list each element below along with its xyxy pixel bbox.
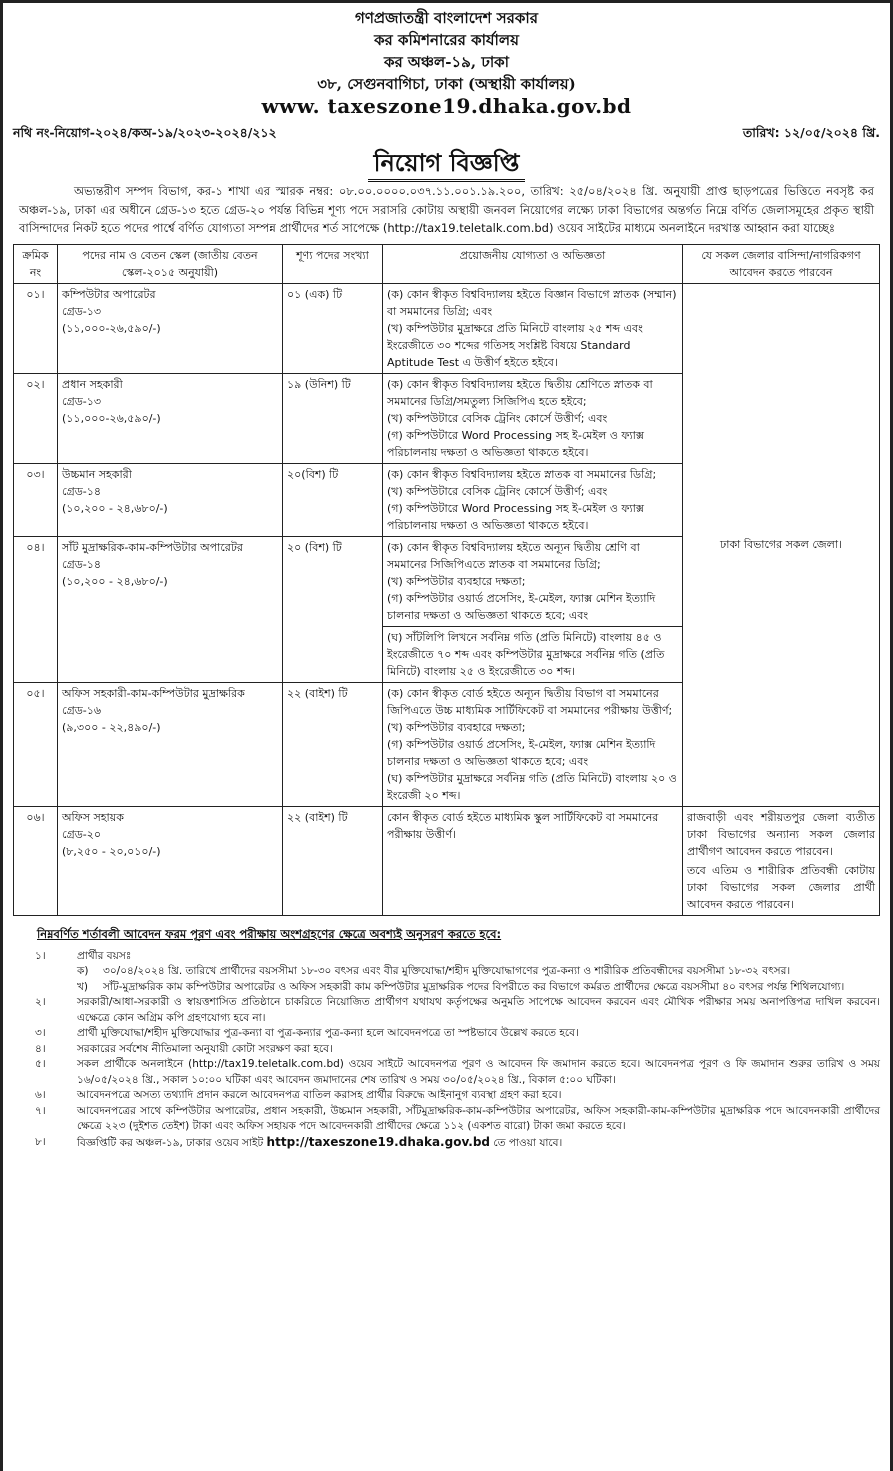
qualification-item: (গ) কম্পিউটার ওয়ার্ড প্রসেসিং, ই-মেইল, ফ্যাক্স মেশিন ইত্যাদি চালনার দক্ষতা ও অভিজ্ঞতা থাকতে হবে; এবং: [387, 737, 656, 768]
condition-item: [13, 995, 880, 1026]
condition-number: ৬।: [35, 1089, 46, 1101]
header-website-link[interactable]: www. taxeszone19.dhaka.gov.bd: [261, 94, 632, 118]
post-scale: (১১,০০০-২৬,৫৯০/-): [62, 321, 161, 335]
row-serial: ০৪।: [14, 536, 58, 682]
header-qualification: প্রয়োজনীয় যোগ্যতা ও অভিজ্ঞতা: [383, 244, 683, 283]
condition-text: সকল প্রার্থীকে অনলাইনে (http://tax19.teletalk.com.bd) ওয়েব সাইটে আবেদনপত্র পূরণ ও আবেদন ফি জমাদান করতে হবে। আবেদনপত্র পূরণ ও ফি জমাদান শুরুর তারিখ ও সময় ১৬/০৫/২০২৪ খ্রি., সকাল ১০:০০ ঘটিকা এবং আবেদন জমাদানের শেষ তারিখ ও সময় ৩০/০৫/২০২৪ খ্রি., বিকাল ৫:০০ ঘটিকা।: [77, 1058, 880, 1086]
header-line-address: ৩৮, সেগুনবাগিচা, ঢাকা (অস্থায়ী কার্যালয়): [317, 75, 576, 93]
row-qualification: [383, 463, 683, 536]
condition-number: ৫।: [35, 1058, 46, 1070]
qualification-item: (ক) কোন স্বীকৃত বিশ্ববিদ্যালয় হইতে দ্বিতীয় শ্রেণিতে স্নাতক বা সমমানের ডিগ্রি/সমতুল্য সিজিপিএ হতে হইবে;: [387, 377, 653, 408]
row-serial: ০৫।: [14, 682, 58, 806]
condition-number: ২।: [35, 996, 46, 1008]
post-grade: গ্রেড-১৬: [62, 703, 102, 717]
condition-number: ৪।: [35, 1042, 46, 1055]
office-header: [13, 7, 880, 117]
row-serial: ০৬।: [14, 806, 58, 915]
post-name: প্রধান সহকারী: [62, 377, 123, 391]
condition-number: ৭।: [35, 1104, 46, 1117]
condition-number: ১।: [35, 949, 46, 962]
table-header-row: [14, 244, 880, 283]
sub-text: সাঁট-মুদ্রাক্ষরিক কাম কম্পিউটার অপারেটর ও অফিস সহকারী কাম কম্পিউটার মুদ্রাক্ষরিক পদের বিপরীতে কর বিভাগে কর্মরত প্রার্থীদের ক্ষেত্রে বয়সসীমা ৪০ বৎসর পর্যন্ত শিথিলযোগ্য।: [103, 980, 845, 993]
row-post-cell: [58, 682, 283, 806]
condition-8-suffix: তে পাওয়া যাবে।: [493, 1136, 563, 1149]
district-note-b: তবে এতিম ও শারীরিক প্রতিবন্ধী কোটায় ঢাকা বিভাগের সকল জেলার প্রার্থী আবেদন করতে পারবেন।: [687, 863, 875, 911]
sub-label: খ): [77, 980, 88, 993]
row-post-cell: [58, 463, 283, 536]
qualification-item: (ঘ) কম্পিউটার মুদ্রাক্ষরে সর্বনিম্ন গতি (প্রতি মিনিটে) বাংলায় ২০ ও ইংরেজী ২০ শব্দ।: [387, 771, 677, 802]
row-vacancy: ২০(বিশ) টি: [283, 463, 383, 536]
condition-text: সরকারী/আধা-সরকারী ও স্বায়ত্তশাসিত প্রতিষ্ঠানে চাকরিতে নিয়োজিত প্রার্থীগণ যথাযথ কর্তৃপক্ষের অনুমতি সাপেক্ষে আবেদন করবেন এবং মৌখিক পরীক্ষার সময় অনাপত্তিপত্র দাখিল করবেন। এক্ষেত্রে কোন অগ্রিম কপি গ্রহণযোগ্য হবে না।: [77, 996, 880, 1024]
row-district-office-assistant: [683, 806, 880, 915]
header-district: যে সকল জেলার বাসিন্দা/নাগরিকগণ আবেদন করতে পারবেন: [683, 244, 880, 283]
sub-label: ক): [77, 965, 89, 977]
row-post-cell: [58, 283, 283, 373]
row-qualification: [383, 283, 683, 373]
qualification-item: (খ) কম্পিউটারে বেসিক ট্রেনিং কোর্সে উত্তীর্ণ; এবং: [387, 411, 608, 425]
row-post-cell: [58, 536, 283, 682]
post-grade: গ্রেড-১৪: [62, 557, 102, 571]
post-grade: গ্রেড-১৩: [62, 394, 102, 408]
vacancy-table: [13, 244, 880, 916]
row-vacancy: ০১ (এক) টি: [283, 283, 383, 373]
qualification-item: কোন স্বীকৃত বোর্ড হইতে মাধ্যমিক স্কুল সার্টিফিকেট বা সমমানের পরীক্ষায় উত্তীর্ণ।: [387, 810, 659, 841]
qualification-item: (গ) কম্পিউটারে Word Processing সহ ই-মেইল ও ফ্যাক্স পরিচালনায় দক্ষতা ও অভিজ্ঞতা থাকতে হইবে।: [387, 501, 644, 532]
post-name: অফিস সহকারী-কাম-কম্পিউটার মুদ্রাক্ষরিক: [62, 686, 245, 700]
qualification-item: (ক) কোন স্বীকৃত বিশ্ববিদ্যালয় হইতে অন্যূন দ্বিতীয় শ্রেণি বা সমমানের সিজিপিএতে স্নাতক বা সমমানের ডিগ্রি;: [387, 540, 640, 571]
row-serial: ০১।: [14, 283, 58, 373]
qualification-item: (ক) কোন স্বীকৃত বিশ্ববিদ্যালয় হইতে বিজ্ঞান বিভাগে স্নাতক (সম্মান) বা সমমানের ডিগ্রি; এবং: [387, 287, 677, 318]
condition-number: ৩।: [35, 1027, 46, 1039]
sub-text: ৩০/০৪/২০২৪ খ্রি. তারিখে প্রার্থীদের বয়সসীমা ১৮-৩০ বৎসর এবং বীর মুক্তিযোদ্ধা/শহীদ মুক্তিযোদ্ধাগণের পুত্র-কন্যা ও শারীরিক প্রতিবন্ধীদের বয়সসীমা ১৮-৩২ বৎসর।: [103, 965, 791, 977]
row-serial: ০৩।: [14, 463, 58, 536]
post-name: কম্পিউটার অপারেটর: [62, 287, 156, 301]
row-district-main: ঢাকা বিভাগের সকল জেলা।: [683, 283, 880, 806]
row-post-cell: [58, 373, 283, 463]
table-row: [14, 806, 880, 915]
row-qualification: [383, 682, 683, 806]
condition-item: [13, 1088, 880, 1104]
row-post-cell: [58, 806, 283, 915]
header-line-zone: কর অঞ্চল-১৯, ঢাকা: [383, 53, 510, 71]
condition-item: [13, 1104, 880, 1135]
post-scale: (১০,২০০ - ২৪,৬৮০/-): [62, 501, 168, 515]
district-note-a: রাজবাড়ী এবং শরীয়তপুর জেলা ব্যতীত ঢাকা বিভাগের অন্যান্য সকল জেলার প্রার্থীগণ আবেদন করতে পারবেন।: [687, 810, 875, 858]
condition-text: আবেদনপত্রের সাথে কম্পিউটার অপারেটর, প্রধান সহকারী, উচ্চমান সহকারী, সাঁটমুদ্রাক্ষরিক-কাম-কম্পিউটার অপারেটর, অফিস সহকারী-কাম-কম্পিউটার মুদ্রাক্ষরিক পদে আবেদনকারী প্রার্থীদের ক্ষেত্রে ২২৩ (দুইশত তেইশ) টাকা এবং অফিস সহায়ক পদে আবেদনকারী প্রার্থীদের ক্ষেত্রে ১১২ (একশত বারো) টাকা জমা করতে হবে।: [77, 1104, 880, 1132]
header-line-office: কর কমিশনারের কার্যালয়: [374, 31, 519, 49]
condition-sub-item: [77, 964, 880, 980]
row-vacancy: ২০ (বিশ) টি: [283, 536, 383, 682]
memo-number: নথি নং-নিয়োগ-২০২৪/কঅ-১৯/২০২৩-২০২৪/২১২: [13, 125, 277, 140]
conditions-list: [13, 949, 880, 1152]
condition-item: [13, 1042, 880, 1058]
condition-number: ৮।: [35, 1135, 46, 1148]
condition-text: প্রার্থীর বয়সঃ: [77, 949, 132, 962]
intro-paragraph: অভ্যন্তরীণ সম্পদ বিভাগ, কর-১ শাখা এর স্মারক নম্বর: ০৮.০০.০০০০.০৩৭.১১.০০১.১৯.২০০, তারিখ: ২৫/০৪/২০২৪ খ্রি. অনুযায়ী প্রাপ্ত ছাড়পত্রের ভিত্তিতে নবসৃষ্ট কর অঞ্চল-১৯, ঢাকা এর অধীনে গ্রেড-১৩ হতে গ্রেড-২০ পর্যন্ত বিভিন্ন শূণ্য পদে সরাসরি কোটায় অস্থায়ী জনবল নিয়োগের লক্ষ্যে ঢাকা বিভাগের অন্তর্গত নিম্নে বর্ণিত জেলাসমূহের প্রকৃত স্থায়ী বাসিন্দাদের নিকট হতে পদের পার্শ্বে বর্ণিত যোগ্যতা সম্পন্ন প্রার্থীদের শর্ত সাপেক্ষে (http://tax19.teletalk.com.bd) ওয়েব সাইটের মাধ্যমে অনলাইনে দরখাস্ত আহ্বান করা যাচ্ছেঃ: [19, 184, 874, 235]
notice-title: নিয়োগ বিজ্ঞপ্তি: [368, 147, 526, 182]
condition-item: [13, 1026, 880, 1042]
condition-text: সরকারের সর্বশেষ নীতিমালা অনুযায়ী কোটা সংরক্ষণ করা হবে।: [77, 1042, 333, 1055]
header-vacancy: শূণ্য পদের সংখ্যা: [283, 244, 383, 283]
conditions-heading: নিম্নবর্ণিত শর্তাবলী আবেদন ফরম পূরণ এবং পরীক্ষায় অংশগ্রহণের ক্ষেত্রে অবশ্যই অনুসরণ করতে হবে:: [37, 926, 502, 941]
qualification-item: (খ) কম্পিউটার ব্যবহারে দক্ষতা;: [387, 574, 526, 588]
row-vacancy: ২২ (বাইশ) টি: [283, 682, 383, 806]
qualification-item: (ঘ) সাঁটলিপি লিখনে সর্বনিম্ন গতি (প্রতি মিনিটে) বাংলায় ৪৫ ও ইংরেজীতে ৭০ শব্দ এবং কম্পিউটার মুদ্রাক্ষরে সর্বনিম্ন গতি (প্রতি মিনিটে) বাংলায় ২৫ ও ইংরেজীতে ৩০ শব্দ।: [383, 626, 682, 680]
qualification-item: (খ) কম্পিউটারে বেসিক ট্রেনিং কোর্সে উত্তীর্ণ; এবং: [387, 484, 608, 498]
post-grade: গ্রেড-১৩: [62, 304, 102, 318]
row-serial: ০২।: [14, 373, 58, 463]
qualification-item: (ক) কোন স্বীকৃত বোর্ড হইতে অন্যূন দ্বিতীয় বিভাগ বা সমমানের জিপিএতে উচ্চ মাধ্যমিক সার্টিফিকেট বা সমমানের পরীক্ষায় উত্তীর্ণ;: [387, 686, 673, 717]
condition-text: আবেদনপত্রে অসত্য তথ্যাদি প্রদান করলে আবেদনপত্র বাতিল করাসহ প্রার্থীর বিরুদ্ধে আইনানুগ ব্যবস্থা গ্রহণ করা হবে।: [77, 1089, 562, 1101]
post-scale: (১০,২০০ - ২৪,৬৮০/-): [62, 574, 168, 588]
post-name: উচ্চমান সহকারী: [62, 467, 132, 481]
qualification-item: (গ) কম্পিউটারে Word Processing সহ ই-মেইল ও ফ্যাক্স পরিচালনায় দক্ষতা ও অভিজ্ঞতা থাকতে হইবে।: [387, 428, 644, 459]
row-qualification: [383, 373, 683, 463]
post-scale: (৮,২৫০ - ২০,০১০/-): [62, 844, 161, 858]
condition-sub-item: [77, 980, 880, 996]
header-serial: ক্রমিক নং: [14, 244, 58, 283]
header-post: পদের নাম ও বেতন স্কেল (জাতীয় বেতন স্কেল-২০১৫ অনুযায়ী): [58, 244, 283, 283]
website-link[interactable]: http://taxeszone19.dhaka.gov.bd: [266, 1134, 491, 1149]
header-line-government: গণপ্রজাতন্ত্রী বাংলাদেশ সরকার: [355, 9, 538, 27]
post-grade: গ্রেড-২০: [62, 827, 102, 841]
row-qualification: [383, 536, 683, 682]
qualification-item: (ক) কোন স্বীকৃত বিশ্ববিদ্যালয় হইতে স্নাতক বা সমমানের ডিগ্রি;: [387, 467, 657, 481]
condition-item: [13, 1057, 880, 1088]
post-scale: (৯,৩০০ - ২২,৪৯০/-): [62, 720, 161, 734]
post-scale: (১১,০০০-২৬,৫৯০/-): [62, 411, 161, 425]
post-name: অফিস সহায়ক: [62, 810, 124, 824]
condition-text: প্রার্থী মুক্তিযোদ্ধা/শহীদ মুক্তিযোদ্ধার পুত্র-কন্যা বা পুত্র-কন্যার পুত্র-কন্যা হলে আবেদনপত্রে তা স্পষ্টভাবে উল্লেখ করতে হবে।: [77, 1027, 579, 1039]
reference-row: [13, 125, 880, 145]
qualification-item: (খ) কম্পিউটার ব্যবহারে দক্ষতা;: [387, 720, 526, 734]
qualification-item: (খ) কম্পিউটার মুদ্রাক্ষরে প্রতি মিনিটে বাংলায় ২৫ শব্দ এবং ইংরেজীতে ৩০ শব্দের গতিসহ সংশ্লিষ্ট বিষয়ে Standard Aptitude Test এ উত্তীর্ণ হইতে হইবে।: [387, 321, 643, 369]
condition-8-prefix: বিজ্ঞপ্তিটি কর অঞ্চল-১৯, ঢাকার ওয়েব সাইট: [77, 1136, 264, 1149]
condition-item: [13, 1135, 880, 1152]
condition-item: [13, 949, 880, 996]
table-row: [14, 283, 880, 373]
qualification-item: (গ) কম্পিউটার ওয়ার্ড প্রসেসিং, ই-মেইল, ফ্যাক্স মেশিন ইত্যাদি চালনার দক্ষতা ও অভিজ্ঞতা থাকতে হবে; এবং: [387, 591, 656, 622]
row-vacancy: ১৯ (উনিশ) টি: [283, 373, 383, 463]
issue-date: তারিখ: ১২/০৫/২০২৪ খ্রি.: [742, 125, 880, 140]
row-vacancy: ২২ (বাইশ) টি: [283, 806, 383, 915]
condition-text: [77, 1135, 880, 1152]
post-grade: গ্রেড-১৪: [62, 484, 102, 498]
row-qualification: [383, 806, 683, 915]
post-name: সাঁট মুদ্রাক্ষরিক-কাম-কম্পিউটার অপারেটর: [62, 540, 243, 554]
